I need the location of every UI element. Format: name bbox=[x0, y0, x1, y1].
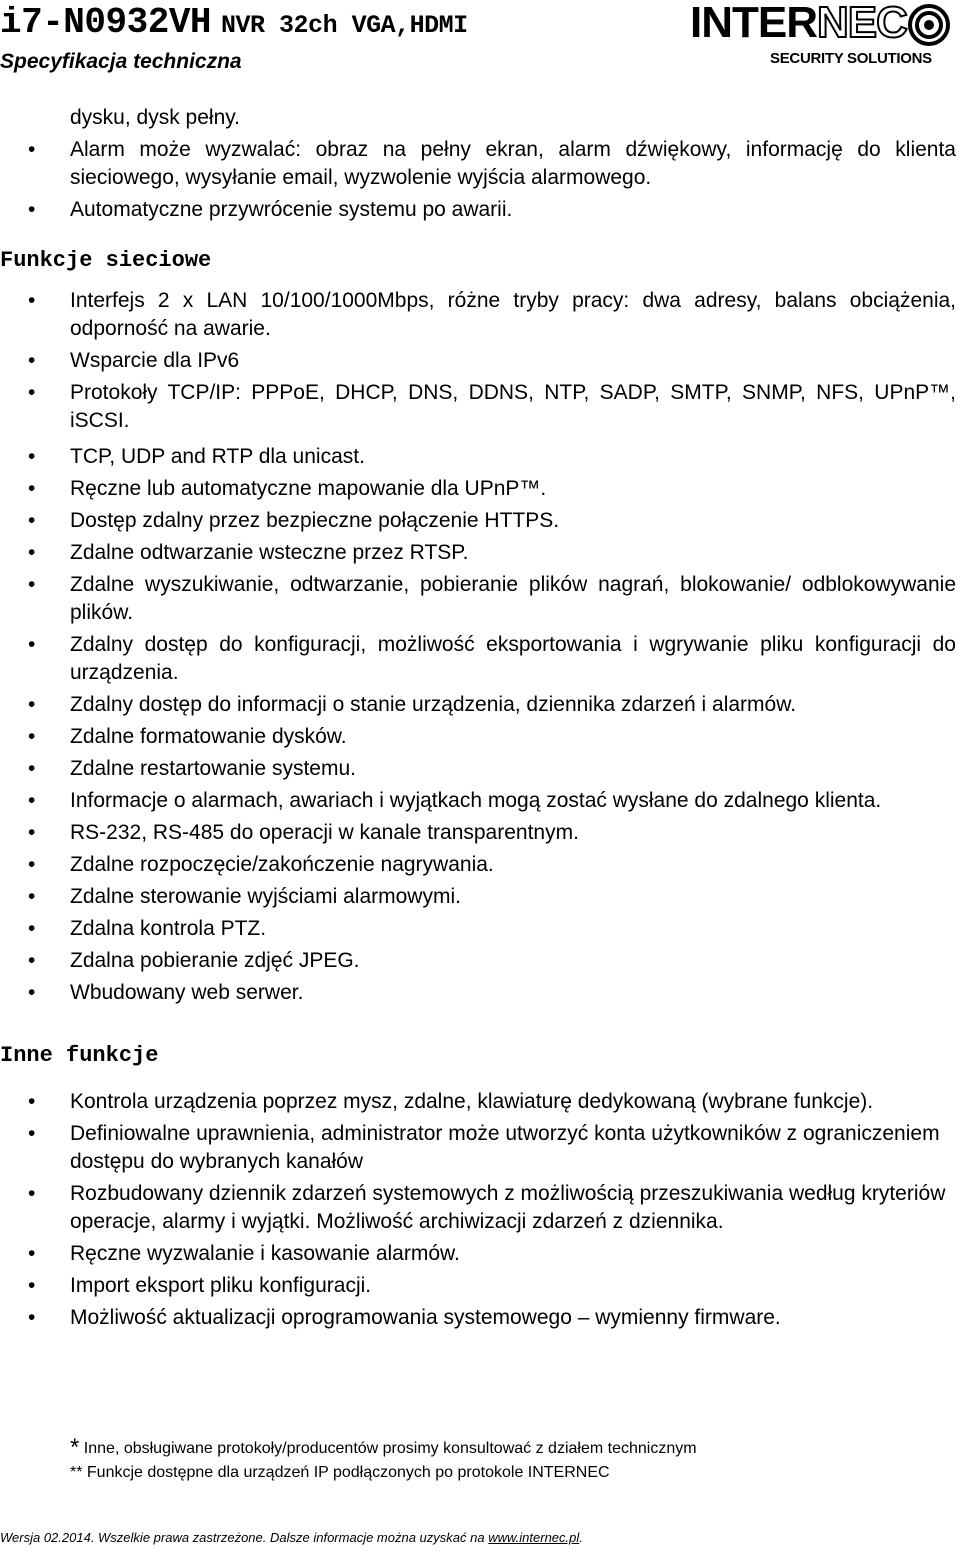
bullet-icon: • bbox=[28, 917, 36, 940]
bullet-icon: • bbox=[28, 445, 36, 468]
bullet-icon: • bbox=[28, 789, 36, 812]
footer-end: . bbox=[579, 1530, 583, 1545]
bullet-icon: • bbox=[28, 1242, 36, 1265]
bullet-icon: • bbox=[28, 541, 36, 564]
list-item: • Wsparcie dla IPv6 bbox=[0, 347, 960, 375]
logo-wordmark bbox=[690, 0, 907, 48]
list-item: • Alarm może wyzwalać: obraz na pełny ekran, alarm dźwiękowy, informację do klienta sieciowego, wysyłanie email, wyzwolenie wyjścia alarmowego. bbox=[28, 138, 956, 189]
list-item: • Kontrola urządzenia poprzez mysz, zdalne, klawiaturę dedykowaną (wybrane funkcje). bbox=[0, 1088, 960, 1116]
model-title bbox=[0, 2, 468, 43]
list-item: • Import eksport pliku konfiguracji. bbox=[0, 1272, 960, 1300]
bullet-icon: • bbox=[28, 949, 36, 972]
internec-logo bbox=[690, 2, 954, 70]
page-header bbox=[0, 0, 960, 90]
list-item: • Protokoły TCP/IP: PPPoE, DHCP, DNS, DDNS, NTP, SADP, SMTP, SNMP, NFS, UPnP™, iSCSI. bbox=[28, 381, 956, 432]
section-title-other: Inne funkcje bbox=[0, 1043, 159, 1068]
list-item: • Wbudowany web serwer. bbox=[0, 979, 960, 1007]
list-item: • Rozbudowany dziennik zdarzeń systemowych z możliwością przeszukiwania według kryteriów operacje, alarmy i wyjątki. Możliwość archiwizacji zdarzeń z dziennika. bbox=[28, 1182, 946, 1233]
bullet-icon: • bbox=[28, 198, 36, 221]
logo-text-inter: INTER bbox=[690, 0, 817, 47]
target-circle-icon bbox=[908, 4, 950, 46]
list-item: • TCP, UDP and RTP dla unicast. bbox=[0, 443, 960, 471]
list-item: • Dostęp zdalny przez bezpieczne połączenie HTTPS. bbox=[0, 507, 960, 535]
bullet-icon: • bbox=[28, 633, 36, 656]
list-item: • Zdalna kontrola PTZ. bbox=[0, 915, 960, 943]
other-functions-list bbox=[0, 1088, 960, 1332]
footnote-1: * Inne, obsługiwane protokoły/producentów prosimy konsultować z działem technicznym bbox=[70, 1434, 697, 1461]
list-item: • Automatyczne przywrócenie systemu po awarii. bbox=[0, 196, 960, 224]
bullet-icon: • bbox=[28, 1090, 36, 1113]
list-item: • Zdalna pobieranie zdjęć JPEG. bbox=[0, 947, 960, 975]
bullet-icon: • bbox=[28, 1182, 36, 1205]
bullet-icon: • bbox=[28, 381, 36, 404]
bullet-icon: • bbox=[28, 693, 36, 716]
spec-title: Specyfikacja techniczna bbox=[0, 50, 242, 73]
list-item: • Definiowalne uprawnienia, administrator może utworzyć konta użytkowników z ograniczeniem dostępu do wybranych kanałów bbox=[28, 1122, 940, 1173]
continued-text: dysku, dysk pełny. bbox=[70, 106, 241, 129]
list-item: • Zdalne odtwarzanie wsteczne przez RTSP. bbox=[0, 539, 960, 567]
logo-text-nec: NEC bbox=[817, 0, 907, 47]
bullet-icon: • bbox=[28, 477, 36, 500]
footnote-2: ** Funkcje dostępne dla urządzeń IP podłączonych po protokole INTERNEC bbox=[70, 1464, 610, 1481]
document-body bbox=[0, 104, 960, 1332]
list-item: • Ręczne wyzwalanie i kasowanie alarmów. bbox=[0, 1240, 960, 1268]
bullet-icon: • bbox=[28, 509, 36, 532]
bullet-icon: • bbox=[28, 821, 36, 844]
list-item: • Zdalne sterowanie wyjściami alarmowymi. bbox=[0, 883, 960, 911]
bullet-icon: • bbox=[28, 885, 36, 908]
bullet-icon: • bbox=[28, 138, 36, 161]
bullet-icon: • bbox=[28, 981, 36, 1004]
section-title-network: Funkcje sieciowe bbox=[0, 248, 212, 273]
list-item: • Ręczne lub automatyczne mapowanie dla UPnP™. bbox=[0, 475, 960, 503]
bullet-icon: • bbox=[28, 853, 36, 876]
footer-link[interactable]: www.internec.pl bbox=[488, 1530, 580, 1545]
alarm-list bbox=[0, 136, 960, 224]
bullet-icon: • bbox=[28, 1122, 36, 1145]
list-item: • Możliwość aktualizacji oprogramowania systemowego – wymienny firmware. bbox=[0, 1304, 960, 1332]
model-subtitle: NVR 32ch VGA,HDMI bbox=[221, 11, 468, 40]
bullet-icon: • bbox=[28, 349, 36, 372]
list-item: • Zdalny dostęp do konfiguracji, możliwość eksportowania i wgrywanie pliku konfiguracji do urządzenia. bbox=[28, 633, 956, 684]
bullet-icon: • bbox=[28, 1306, 36, 1329]
model-number: i7-N0932VH bbox=[0, 2, 212, 43]
footer-text: Wersja 02.2014. Wszelkie prawa zastrzeżone. Dalsze informacje można uzyskać na bbox=[0, 1530, 485, 1545]
bullet-icon: • bbox=[28, 725, 36, 748]
logo-tagline: SECURITY SOLUTIONS bbox=[770, 50, 932, 67]
list-item: • Zdalne rozpoczęcie/zakończenie nagrywania. bbox=[0, 851, 960, 879]
list-item: • Informacje o alarmach, awariach i wyjątkach mogą zostać wysłane do zdalnego klienta. bbox=[0, 787, 960, 815]
list-item: • RS-232, RS-485 do operacji w kanale transparentnym. bbox=[0, 819, 960, 847]
bullet-icon: • bbox=[28, 757, 36, 780]
bullet-icon: • bbox=[28, 573, 36, 596]
network-list bbox=[0, 287, 960, 1007]
page-footer bbox=[0, 1530, 960, 1545]
list-item: • Zdalne wyszukiwanie, odtwarzanie, pobieranie plików nagrań, blokowanie/ odblokowywanie plików. bbox=[28, 573, 956, 624]
bullet-icon: • bbox=[28, 289, 36, 312]
list-item: • Zdalne restartowanie systemu. bbox=[0, 755, 960, 783]
bullet-icon: • bbox=[28, 1274, 36, 1297]
footnotes bbox=[70, 1436, 950, 1485]
list-item: • Zdalny dostęp do informacji o stanie urządzenia, dziennika zdarzeń i alarmów. bbox=[0, 691, 960, 719]
footnote-star: * bbox=[70, 1434, 80, 1461]
list-item: • Interfejs 2 x LAN 10/100/1000Mbps, różne tryby pracy: dwa adresy, balans obciążenia, odporność na awarie. bbox=[28, 289, 956, 340]
list-item: • Zdalne formatowanie dysków. bbox=[0, 723, 960, 751]
